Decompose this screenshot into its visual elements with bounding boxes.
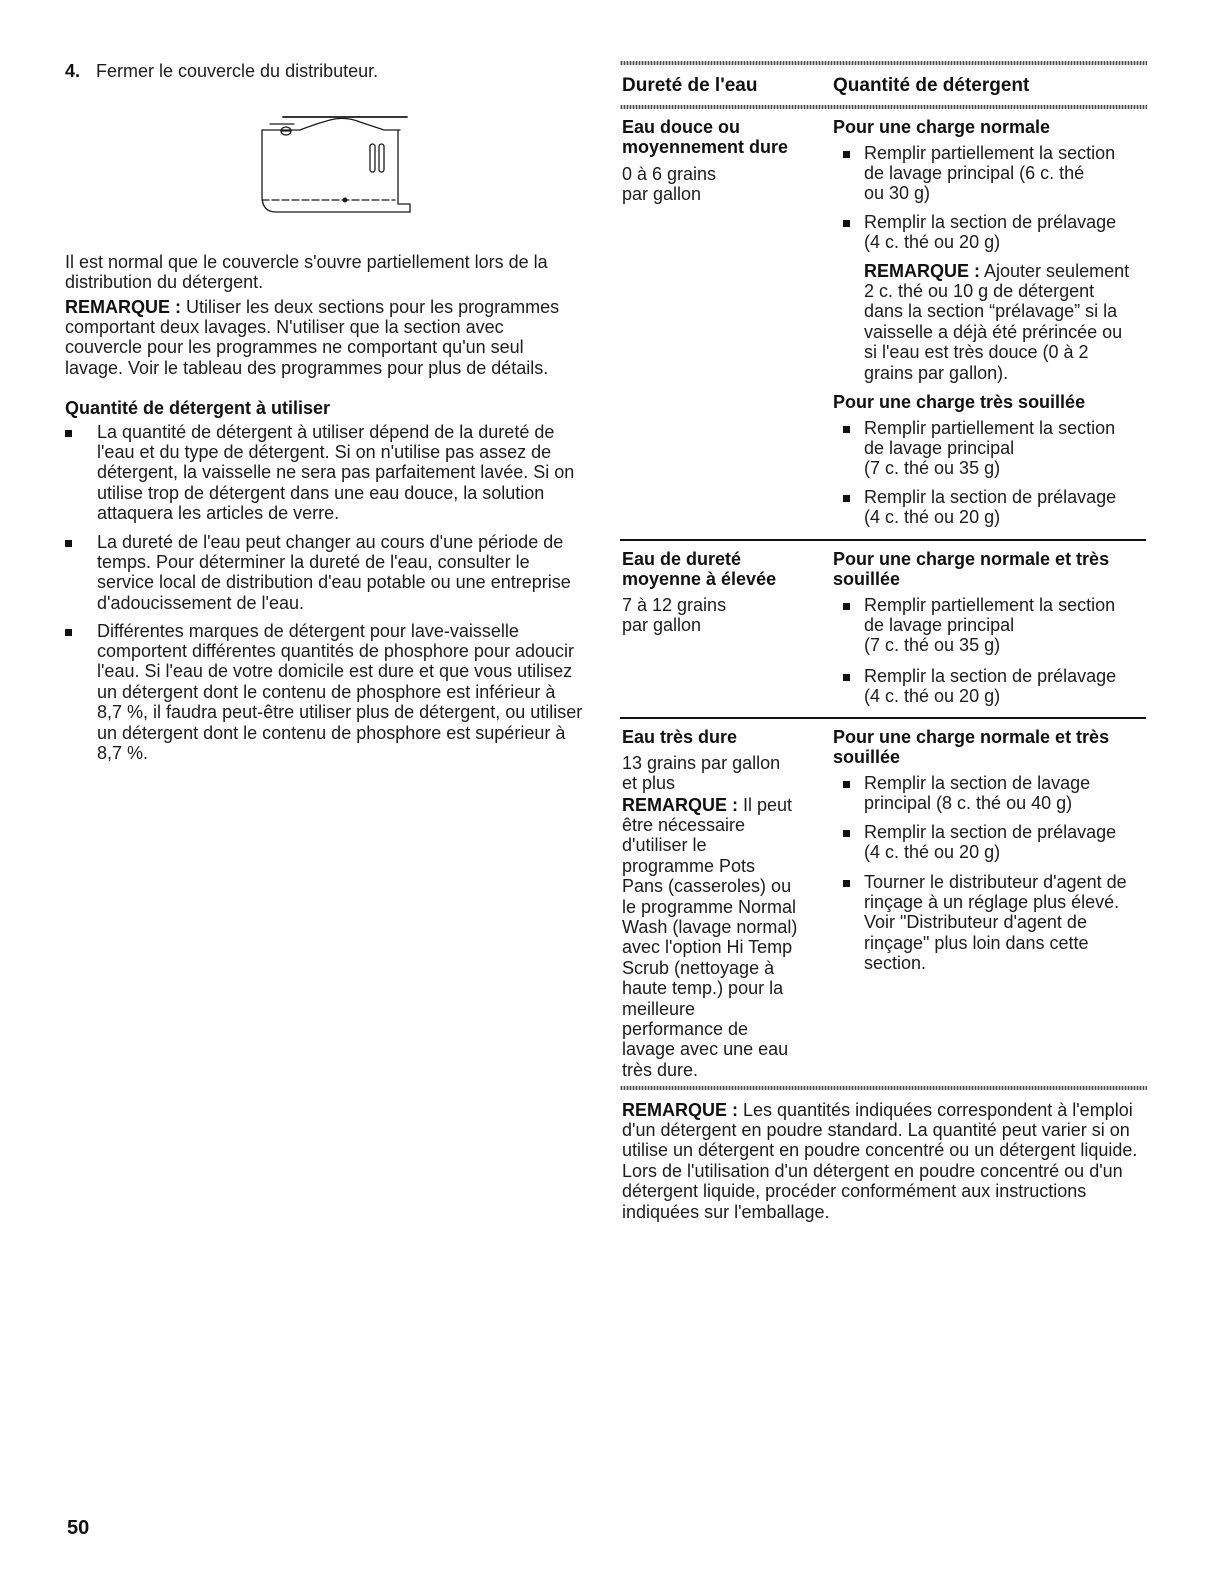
amount-bullet bbox=[843, 872, 1183, 974]
row-hardness-note bbox=[622, 795, 827, 1081]
dispenser-right-edge bbox=[398, 130, 410, 212]
charge-heading: Pour une charge normale bbox=[833, 116, 1051, 137]
row-hardness-title: Eau de dureté moyenne à élevée bbox=[622, 548, 777, 589]
bullet-text: La quantité de détergent à utiliser dépend de la dureté de l'eau et du type de détergent. Si on n'utilise pas assez de détergent, la vaisselle ne sera pas parfaitement lavée. Si on utilise trop de détergent dans une eau douce, la solution attaquera les articles de verre. bbox=[97, 421, 575, 524]
bullet-square-icon bbox=[843, 830, 850, 837]
table-bottom-rule bbox=[620, 1086, 1147, 1090]
footnote-label: REMARQUE : bbox=[622, 1099, 738, 1120]
bullet-square-icon bbox=[843, 603, 850, 610]
step-text: Fermer le couvercle du distributeur. bbox=[96, 60, 379, 81]
charge-heading: Pour une charge très souillée bbox=[833, 391, 1086, 412]
row-hardness-grains: 13 grains par gallon et plus bbox=[622, 752, 781, 793]
row-hardness-note-text: Il peut être nécessaire d'utiliser le programme Pots Pans (casseroles) ou le programme Normal Wash (lavage normal) avec l'option Hi Temp Scrub (nettoyage à haute temp.) pour la meilleure performance de lavage avec une eau très dure. bbox=[622, 794, 798, 1080]
amount-bullet bbox=[843, 773, 1183, 814]
amount-bullet bbox=[843, 212, 1183, 253]
amount-bullet-text: Remplir partiellement la section de lavage principal (7 c. thé ou 35 g) bbox=[864, 594, 1116, 656]
bullet-square-icon bbox=[65, 629, 72, 636]
amount-bullet-text: Remplir partiellement la section de lavage principal (6 c. thé ou 30 g) bbox=[864, 142, 1116, 204]
amount-bullet bbox=[843, 595, 1183, 656]
bullet-square-icon bbox=[843, 220, 850, 227]
row-hardness-title: Eau douce ou moyennement dure bbox=[622, 116, 789, 157]
dispenser-slot-left bbox=[370, 144, 375, 172]
section-heading: Quantité de détergent à utiliser bbox=[65, 397, 331, 418]
table-row-divider bbox=[620, 539, 1146, 541]
dispenser-illustration bbox=[250, 108, 420, 228]
amount-note bbox=[864, 261, 1184, 383]
bullet-square-icon bbox=[843, 781, 850, 788]
table-header-hardness: Dureté de l'eau bbox=[622, 75, 758, 96]
step-number: 4. bbox=[65, 60, 81, 81]
bullet-text: La dureté de l'eau peut changer au cours d'une période de temps. Pour déterminer la dureté de l'eau, consulter le service local de distribution d'eau potable ou une entreprise d'adoucissement de l'eau. bbox=[97, 531, 571, 613]
amount-bullet-text: Remplir la section de lavage principal (8 c. thé ou 40 g) bbox=[864, 772, 1091, 813]
note-label: REMARQUE : bbox=[65, 296, 181, 317]
amount-bullet bbox=[843, 418, 1183, 479]
footnote-text: Les quantités indiquées correspondent à l'emploi d'un détergent en poudre standard. La quantité peut varier si on utilise un détergent en poudre concentré ou un détergent liquide. Lors de l'utilisation d'un détergent en poudre concentré ou d'un détergent liquide, procéder conformément aux instructions indiquées sur l'emballage. bbox=[622, 1099, 1138, 1222]
bullet-square-icon bbox=[843, 151, 850, 158]
note-text: Utiliser les deux sections pour les programmes comportant deux lavages. N'utiliser que la section avec couvercle pour les programmes ne comportant qu'un seul lavage. Voir le tableau des programmes pour plus de détails. bbox=[65, 296, 560, 378]
bullet-square-icon bbox=[843, 426, 850, 433]
table-top-rule bbox=[620, 61, 1147, 65]
table-row-divider bbox=[620, 717, 1146, 719]
step-4 bbox=[65, 61, 605, 82]
table-header-rule bbox=[620, 105, 1147, 109]
amount-bullet bbox=[843, 666, 1183, 707]
amount-bullet-text: Remplir partiellement la section de lavage principal (7 c. thé ou 35 g) bbox=[864, 417, 1116, 479]
bullet-square-icon bbox=[843, 674, 850, 681]
amount-bullet bbox=[843, 143, 1183, 204]
table-footnote bbox=[622, 1100, 1192, 1222]
amount-bullet-text: Remplir la section de prélavage (4 c. thé ou 20 g) bbox=[864, 665, 1117, 706]
row-hardness-grains: 0 à 6 grains par gallon bbox=[622, 163, 717, 204]
amount-bullet-text: Remplir la section de prélavage (4 c. thé ou 20 g) bbox=[864, 821, 1117, 862]
amount-bullet-text: Remplir la section de prélavage (4 c. thé ou 20 g) bbox=[864, 211, 1117, 252]
bullet-square-icon bbox=[65, 540, 72, 547]
row-hardness-title: Eau très dure bbox=[622, 726, 738, 747]
page-number: 50 bbox=[67, 1517, 90, 1539]
bullet-item bbox=[65, 621, 610, 764]
bullet-square-icon bbox=[843, 495, 850, 502]
dispenser-slot-right bbox=[379, 144, 384, 172]
note-paragraph bbox=[65, 297, 610, 379]
amount-bullet-text: Tourner le distributeur d'agent de rinçage à un réglage plus élevé. Voir "Distributeur d'agent de rinçage" plus loin dans cette section. bbox=[864, 871, 1127, 974]
amount-bullet-text: Remplir la section de prélavage (4 c. thé ou 20 g) bbox=[864, 486, 1117, 527]
bullet-square-icon bbox=[65, 430, 72, 437]
bullet-item bbox=[65, 532, 610, 614]
intro-paragraph: Il est normal que le couvercle s'ouvre partiellement lors de la distribution du détergent. bbox=[65, 251, 548, 292]
table-header-amount: Quantité de détergent bbox=[833, 75, 1030, 96]
row-hardness-grains: 7 à 12 grains par gallon bbox=[622, 594, 727, 635]
amount-bullet bbox=[843, 822, 1183, 863]
amount-bullet bbox=[843, 487, 1183, 528]
charge-heading: Pour une charge normale et très souillée bbox=[833, 726, 1110, 767]
amount-note-text: Ajouter seulement 2 c. thé ou 10 g de détergent dans la section “prélavage” si la vaisselle a déjà été prérincée ou si l'eau est très douce (0 à 2 grains par gallon). bbox=[864, 260, 1130, 383]
charge-heading: Pour une charge normale et très souillée bbox=[833, 548, 1110, 589]
amount-note-label: REMARQUE : bbox=[864, 260, 980, 281]
dispenser-latch-dot bbox=[343, 198, 347, 202]
bullet-text: Différentes marques de détergent pour lave-vaisselle comportent différentes quantités de phosphore pour adoucir l'eau. Si l'eau de votre domicile est dure et que vous utilisez un détergent dont le contenu de phosphore est inférieur à 8,7 %, il faudra peut-être utiliser plus de détergent, ou utiliser un détergent dont le contenu de phosphore est supérieur à 8,7 %. bbox=[97, 620, 583, 763]
row-hardness-note-label: REMARQUE : bbox=[622, 794, 738, 815]
bullet-item bbox=[65, 422, 610, 524]
bullet-square-icon bbox=[843, 880, 850, 887]
